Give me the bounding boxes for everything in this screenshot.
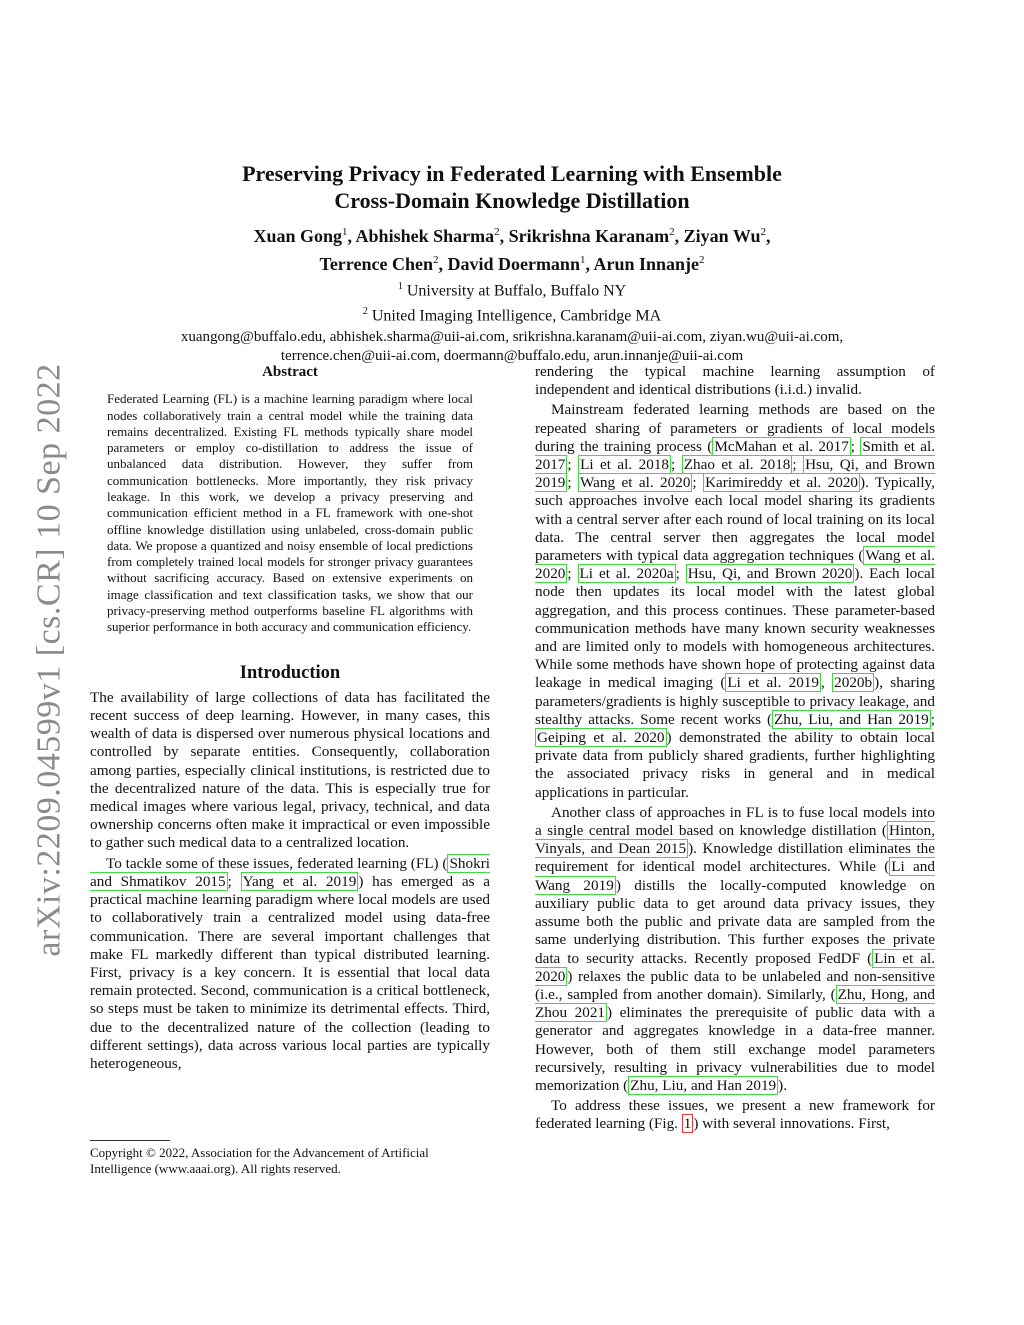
author-list: Xuan Gong$^1$, Abhishek Sharma$^2$, Srikrishna Karanam$^2$, Ziyan Wu$^2$, Terrence Chen$^2$, David Doermann$^1$, Arun Innanje$^2$ (253, 226, 771, 274)
arxiv-identifier-text: arXiv:2209.04599v1 [cs.CR] 10 Sep 2022 (31, 363, 68, 957)
citation-link[interactable]: Wang et al. 2020 (580, 474, 691, 492)
right-paragraph-mainstream: Mainstream federated learning methods are based on the repeated sharing of parameters or gradients of local models during the training process ( McMahan et al. 2017 ; Smith et al. 2017 ; Li et al. 2018 ; Zhao et al. 2018 ; Hsu, Qi, and Brown 2019 ; Wang et al. 2020 ; Karimireddy et al. 2020 ). Typically, such approaches involve each local model sharing its gradients with a central server after each round of local training on its local data. The central server then aggregates the local model parameters with typical data aggregation techniques ( Wang et al. 2020 ; Li et al. 2020a ; Hsu, Qi, and Brown 2020 ). Each local node then updates its local model with the latest global aggregation, and this process continues. These parameter-based communication methods have many known security weaknesses and are limited only to models with homogeneous architectures. While some methods have shown hope of protecting against data leakage in medical imaging ( Li et al. 2019 , 2020b ), sharing parameters/gradients is highly susceptible to privacy leakage, and stealthy attacks. Some recent works ( Zhu, Liu, and Han 2019 ; Geiping et al. 2020 ) demonstrated the ability to obtain local private data from publicly shared gradients, further highlighting the associated privacy risks in general and in medical applications in particular. (535, 401, 936, 801)
citation-link[interactable]: Li et al. 2019 (727, 674, 819, 692)
author-emails: xuangong@buffalo.edu, abhishek.sharma@uii-ai.com, srikrishna.karanam@uii-ai.com, ziyan.wu@uii-ai.com, terrence.chen@uii-ai.com, doermann@buffalo.edu, arun.innanje@uii-ai.com (180, 328, 844, 364)
affiliation-1: $^1$ University at Buffalo, Buffalo NY (397, 281, 627, 300)
citation-link[interactable]: Smith et al. 2017 (535, 437, 935, 474)
right-column (535, 363, 935, 1136)
citation-link[interactable]: Yang et al. 2019 (242, 872, 357, 890)
author-name: Xuan Gong (253, 226, 343, 246)
copyright-footnote: Copyright © 2022, Association for the Advancement of Artificial Intelligence (www.aaai.org). All rights reserved. (90, 1145, 429, 1176)
author-name: Abhishek Sharma (355, 226, 495, 246)
affiliation-2: $^2$ United Imaging Intelligence, Cambridge MA (362, 306, 662, 325)
paper-title: Preserving Privacy in Federated Learning with Ensemble Cross-Domain Knowledge Distillation (242, 161, 782, 213)
right-paragraph-continued: rendering the typical machine learning assumption of independent and identical distributions (i.i.d.) invalid. (535, 363, 935, 399)
citation-link[interactable]: Hinton, Vinyals, and Dean 2015 (535, 822, 935, 858)
author-name: Srikrishna Karanam (508, 226, 670, 246)
citation-link[interactable]: McMahan et al. 2017 (714, 437, 849, 455)
right-paragraph-distillation: Another class of approaches in FL is to fuse local models into a single central model based on knowledge distillation ( Hinton, Vinyals, and Dean 2015 ). Knowledge distillation eliminates the requirement for identical model architectures. While ( Li and Wang 2019 ) distills the locally-computed knowledge on auxiliary public data to get around data privacy issues, they assume both the public and private data are sampled from the same underlying distribution. This further exposes the private data to security attacks. Recently proposed FedDF ( Lin et al. 2020 ) relaxes the public data to be unlabeled and non-sensitive (i.e., sampled from another domain). Similarly, ( Zhu, Hong, and Zhou 2021 ) eliminates the prerequisite of public data with a generator and aggregates knowledge in a data-free manner. However, both of them still exchange model parameters recursively, resulting in privacy vulnerabilities due to model memorization ( Zhu, Liu, and Han 2019 ). (535, 803, 936, 1094)
author-name: Ziyan Wu (683, 226, 761, 246)
citation-link[interactable]: Shokri and Shmatikov 2015 (90, 854, 490, 890)
citation-link[interactable]: Hsu, Qi, and Brown 2020 (687, 565, 853, 583)
citation-link[interactable]: Geiping et al. 2020 (537, 729, 665, 747)
left-column (90, 363, 490, 1075)
citation-link[interactable]: Zhu, Liu, and Han 2019 (630, 1076, 777, 1094)
figure-reference-link[interactable]: 1 (683, 1115, 692, 1133)
intro-paragraph-1: The availability of large collections of data has facilitated the recent success of deep learning. However, in many cases, this wealth of data is dispersed over numerous physical locations and controlled by separate entities. Consequently, collaboration among parties, especially clinical institutions, is restricted due to the decentralized nature of the data. This is especially true for medical images where various legal, privacy, technical, and data ownership concerns often make it impractical or even impossible to gather such medical data to a centralized location. (90, 688, 490, 852)
citation-link[interactable]: Zhao et al. 2018 (683, 456, 791, 474)
footnote-rule (90, 1140, 170, 1141)
arxiv-identifier-stamp (28, 355, 72, 965)
citation-link[interactable]: 2020b (834, 674, 873, 692)
citation-link[interactable]: Karimireddy et al. 2020 (705, 474, 859, 492)
abstract-heading: Abstract (262, 364, 318, 380)
citation-link[interactable]: Lin et al. 2020 (535, 949, 935, 985)
citation-link[interactable]: Li et al. 2020a (579, 565, 674, 583)
citation-link[interactable]: Li and Wang 2019 (535, 858, 935, 894)
abstract-text: Federated Learning (FL) is a machine learning paradigm where local nodes collaboratively train a central model while the training data remains decentralized. Existing FL methods typically share model parameters or employ co-distillation to address the issue of unbalanced data distribution. However, they suffer from communication bottlenecks. More importantly, they risk privacy leakage. In this work, we develop a privacy preserving and communication efficient method in a FL framework with one-shot offline knowledge distillation using unlabeled, cross-domain public data. We propose a quantized and noisy ensemble of local predictions from completely trained local models for stronger privacy guarantees without sacrificing accuracy. Based on extensive experiments on image classification and text classification tasks, we show that our privacy-preserving method outperforms baseline FL algorithms with superior performance in both accuracy and communication efficiency. (107, 391, 473, 635)
author-name: Terrence Chen (319, 254, 433, 274)
right-paragraph-framework: To address these issues, we present a new framework for federated learning (Fig. 1 ) with several innovations. First, (535, 1097, 935, 1133)
citation-link[interactable]: Zhu, Liu, and Han 2019 (774, 710, 929, 728)
paper-header (90, 160, 934, 366)
author-name: David Doermann (447, 254, 580, 274)
intro-paragraph-2: To tackle some of these issues, federated learning (FL) ( Shokri and Shmatikov 2015 ; Yang et al. 2019 ) has emerged as a practical machine learning paradigm where local models are used to collaboratively train a centralized model using data-free communication. There are several important challenges that make FL markedly different than typical distributed learning. First, privacy is a key concern. It is essential that local data remain protected. Second, communication is a critical bottleneck, so steps must be taken to minimize its detrimental effects. Third, due to the decentralized nature of the collection (leading to different settings), data across various local parties are typically heterogeneous, (90, 854, 491, 1072)
citation-link[interactable]: Li et al. 2018 (580, 456, 670, 474)
citation-link[interactable]: Zhu, Hong, and Zhou 2021 (535, 985, 935, 1022)
introduction-heading: Introduction (239, 662, 341, 683)
author-name: Arun Innanje (593, 254, 700, 274)
citation-link[interactable]: Hsu, Qi, and Brown 2019 (535, 456, 935, 492)
citation-link[interactable]: Wang et al. 2020 (535, 547, 935, 583)
